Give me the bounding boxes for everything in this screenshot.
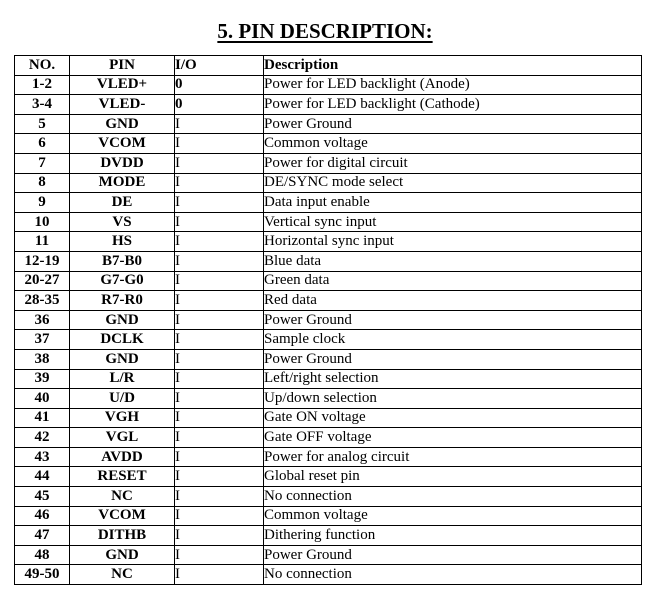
pin-number-cell: 44 — [15, 467, 70, 487]
description-cell: Power Ground — [264, 310, 642, 330]
pin-number-cell: 5 — [15, 114, 70, 134]
pin-name-cell: VGH — [70, 408, 175, 428]
table-row — [15, 408, 642, 428]
pin-number-cell: 43 — [15, 447, 70, 467]
description-cell: No connection — [264, 487, 642, 507]
pin-name-cell: R7-R0 — [70, 291, 175, 311]
table-row — [15, 291, 642, 311]
pin-name-cell: G7-G0 — [70, 271, 175, 291]
io-cell: I — [175, 173, 264, 193]
table-row — [15, 271, 642, 291]
io-cell: I — [175, 291, 264, 311]
table-row — [15, 193, 642, 213]
table-row — [15, 428, 642, 448]
header-pin: PIN — [70, 56, 175, 76]
table-row — [15, 95, 642, 115]
pin-number-cell: 28-35 — [15, 291, 70, 311]
pin-number-cell: 10 — [15, 212, 70, 232]
pin-name-cell: NC — [70, 565, 175, 585]
pin-number-cell: 11 — [15, 232, 70, 252]
pin-name-cell: MODE — [70, 173, 175, 193]
description-cell: Power for analog circuit — [264, 447, 642, 467]
pin-name-cell: L/R — [70, 369, 175, 389]
description-cell: Vertical sync input — [264, 212, 642, 232]
io-cell: I — [175, 134, 264, 154]
description-cell: Blue data — [264, 251, 642, 271]
pin-name-cell: GND — [70, 545, 175, 565]
pin-number-cell: 42 — [15, 428, 70, 448]
io-cell: I — [175, 114, 264, 134]
table-row — [15, 369, 642, 389]
pin-number-cell: 8 — [15, 173, 70, 193]
pin-name-cell: B7-B0 — [70, 251, 175, 271]
pin-name-cell: VLED- — [70, 95, 175, 115]
pin-number-cell: 3-4 — [15, 95, 70, 115]
table-row — [15, 134, 642, 154]
io-cell: I — [175, 251, 264, 271]
io-cell: I — [175, 271, 264, 291]
description-cell: Data input enable — [264, 193, 642, 213]
description-cell: Gate ON voltage — [264, 408, 642, 428]
io-cell: I — [175, 565, 264, 585]
description-cell: Common voltage — [264, 134, 642, 154]
table-row — [15, 526, 642, 546]
description-cell: Common voltage — [264, 506, 642, 526]
table-row — [15, 173, 642, 193]
pin-name-cell: VCOM — [70, 134, 175, 154]
description-cell: Horizontal sync input — [264, 232, 642, 252]
io-cell: I — [175, 212, 264, 232]
io-cell: I — [175, 487, 264, 507]
pin-number-cell: 49-50 — [15, 565, 70, 585]
pin-name-cell: HS — [70, 232, 175, 252]
table-row — [15, 310, 642, 330]
table-row — [15, 349, 642, 369]
pin-number-cell: 6 — [15, 134, 70, 154]
table-row — [15, 114, 642, 134]
pin-number-cell: 20-27 — [15, 271, 70, 291]
pin-name-cell: VS — [70, 212, 175, 232]
pin-number-cell: 12-19 — [15, 251, 70, 271]
pin-number-cell: 37 — [15, 330, 70, 350]
table-row — [15, 75, 642, 95]
table-row — [15, 153, 642, 173]
io-cell: I — [175, 467, 264, 487]
description-cell: Red data — [264, 291, 642, 311]
table-body — [15, 75, 642, 584]
table-row — [15, 487, 642, 507]
pin-name-cell: RESET — [70, 467, 175, 487]
pin-number-cell: 7 — [15, 153, 70, 173]
pin-number-cell: 9 — [15, 193, 70, 213]
pin-name-cell: DITHB — [70, 526, 175, 546]
description-cell: Dithering function — [264, 526, 642, 546]
io-cell: I — [175, 310, 264, 330]
pin-number-cell: 41 — [15, 408, 70, 428]
pin-number-cell: 47 — [15, 526, 70, 546]
page-title: 5. PIN DESCRIPTION: — [217, 19, 433, 43]
description-cell: No connection — [264, 565, 642, 585]
io-cell: I — [175, 369, 264, 389]
io-cell: 0 — [175, 95, 264, 115]
description-cell: Gate OFF voltage — [264, 428, 642, 448]
pin-number-cell: 39 — [15, 369, 70, 389]
table-row — [15, 232, 642, 252]
pin-name-cell: DVDD — [70, 153, 175, 173]
io-cell: I — [175, 193, 264, 213]
pin-number-cell: 38 — [15, 349, 70, 369]
pin-number-cell: 1-2 — [15, 75, 70, 95]
description-cell: Power Ground — [264, 545, 642, 565]
io-cell: I — [175, 506, 264, 526]
header-no: NO. — [15, 56, 70, 76]
pin-number-cell: 48 — [15, 545, 70, 565]
pin-name-cell: U/D — [70, 389, 175, 409]
description-cell: Left/right selection — [264, 369, 642, 389]
pin-number-cell: 45 — [15, 487, 70, 507]
pin-name-cell: GND — [70, 114, 175, 134]
io-cell: I — [175, 349, 264, 369]
pin-name-cell: DCLK — [70, 330, 175, 350]
table-row — [15, 506, 642, 526]
io-cell: I — [175, 330, 264, 350]
io-cell: 0 — [175, 75, 264, 95]
header-io: I/O — [175, 56, 264, 76]
table-row — [15, 545, 642, 565]
pin-name-cell: NC — [70, 487, 175, 507]
io-cell: I — [175, 232, 264, 252]
pin-name-cell: AVDD — [70, 447, 175, 467]
header-description: Description — [264, 56, 642, 76]
io-cell: I — [175, 526, 264, 546]
table-row — [15, 447, 642, 467]
io-cell: I — [175, 447, 264, 467]
description-cell: Global reset pin — [264, 467, 642, 487]
table-row — [15, 389, 642, 409]
pin-number-cell: 36 — [15, 310, 70, 330]
io-cell: I — [175, 428, 264, 448]
io-cell: I — [175, 153, 264, 173]
pin-name-cell: VGL — [70, 428, 175, 448]
description-cell: Power Ground — [264, 114, 642, 134]
table-row — [15, 330, 642, 350]
description-cell: Green data — [264, 271, 642, 291]
table-header-row — [15, 56, 642, 76]
pin-name-cell: DE — [70, 193, 175, 213]
description-cell: Power Ground — [264, 349, 642, 369]
pin-number-cell: 40 — [15, 389, 70, 409]
pin-name-cell: VLED+ — [70, 75, 175, 95]
table-row — [15, 467, 642, 487]
pin-number-cell: 46 — [15, 506, 70, 526]
description-cell: Power for LED backlight (Cathode) — [264, 95, 642, 115]
io-cell: I — [175, 545, 264, 565]
pin-name-cell: VCOM — [70, 506, 175, 526]
description-cell: Power for LED backlight (Anode) — [264, 75, 642, 95]
table-row — [15, 251, 642, 271]
description-cell: Up/down selection — [264, 389, 642, 409]
description-cell: DE/SYNC mode select — [264, 173, 642, 193]
pin-description-table — [14, 55, 642, 585]
table-row — [15, 212, 642, 232]
pin-name-cell: GND — [70, 310, 175, 330]
table-row — [15, 565, 642, 585]
io-cell: I — [175, 389, 264, 409]
io-cell: I — [175, 408, 264, 428]
pin-name-cell: GND — [70, 349, 175, 369]
description-cell: Sample clock — [264, 330, 642, 350]
description-cell: Power for digital circuit — [264, 153, 642, 173]
